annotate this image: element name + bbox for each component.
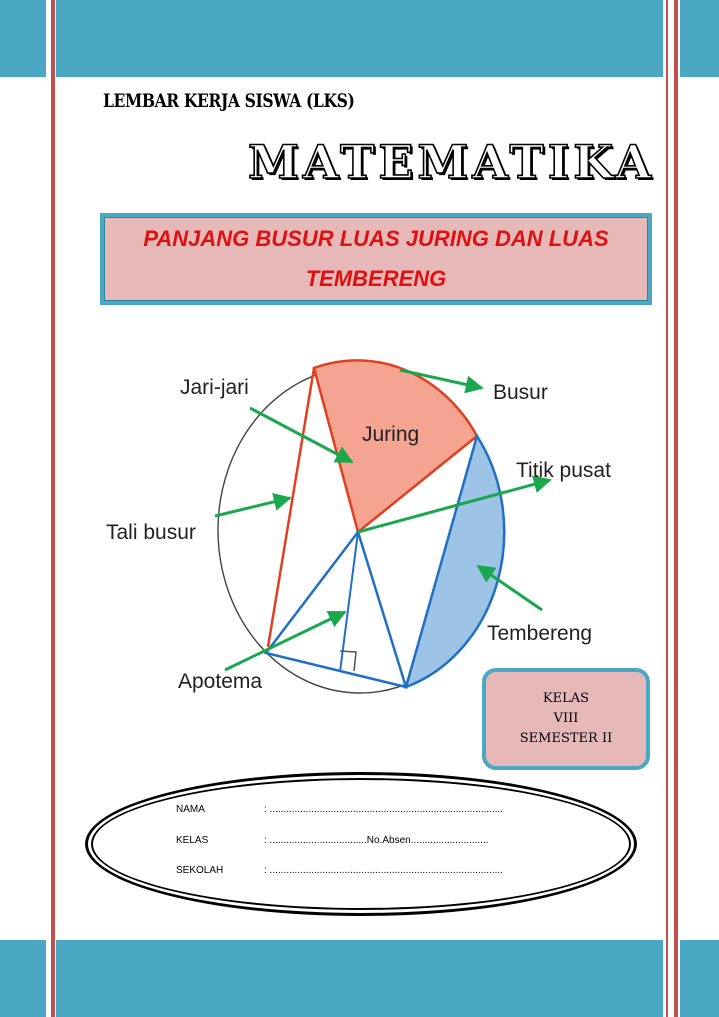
topic-text	[126, 219, 626, 299]
kelas-field[interactable]: : ...................................No.Absen............................	[264, 835, 489, 846]
form-row-kelas	[176, 835, 489, 846]
arrow-tali-busur	[215, 498, 290, 516]
label-titik-pusat: Titik pusat	[516, 459, 611, 482]
label-jari-jari: Jari-jari	[180, 376, 249, 399]
tali-busur-chord	[268, 368, 314, 647]
nama-field[interactable]: : ....................................................................................	[264, 804, 503, 815]
circle-diagram	[100, 350, 620, 710]
label-busur: Busur	[493, 381, 548, 404]
topic-box	[100, 213, 652, 305]
grade-label: VIII	[553, 711, 579, 726]
form-row-sekolah	[176, 865, 503, 876]
inscribed-triangle	[266, 532, 406, 687]
class-label: KELAS	[542, 691, 590, 706]
worksheet-subtitle: LEMBAR KERJA SISWA (LKS)	[103, 90, 355, 112]
right-accent-line-2	[674, 0, 678, 1017]
label-tali-busur: Tali busur	[106, 521, 196, 544]
topic-line-2: TEMBERENG	[305, 266, 447, 291]
kelas-label: KELAS	[176, 835, 209, 846]
footer-band	[0, 940, 719, 1017]
left-accent-line	[51, 0, 55, 1017]
semester-label: SEMESTER II	[519, 731, 613, 746]
nama-label: NAMA	[176, 804, 205, 815]
form-row-nama	[176, 804, 503, 815]
right-accent-line-1	[666, 0, 668, 1017]
sekolah-field[interactable]: : ....................................................................................	[264, 865, 503, 876]
label-tembereng: Tembereng	[487, 622, 593, 645]
arrow-apotema	[225, 612, 345, 670]
label-apotema: Apotema	[178, 670, 263, 693]
class-info-box	[482, 668, 650, 770]
label-juring: Juring	[362, 423, 420, 446]
header-band	[0, 0, 719, 77]
topic-line-1: PANJANG BUSUR LUAS JURING DAN LUAS	[143, 226, 609, 251]
page-title: MATEMATIKA	[248, 135, 656, 189]
sekolah-label: SEKOLAH	[176, 865, 224, 876]
